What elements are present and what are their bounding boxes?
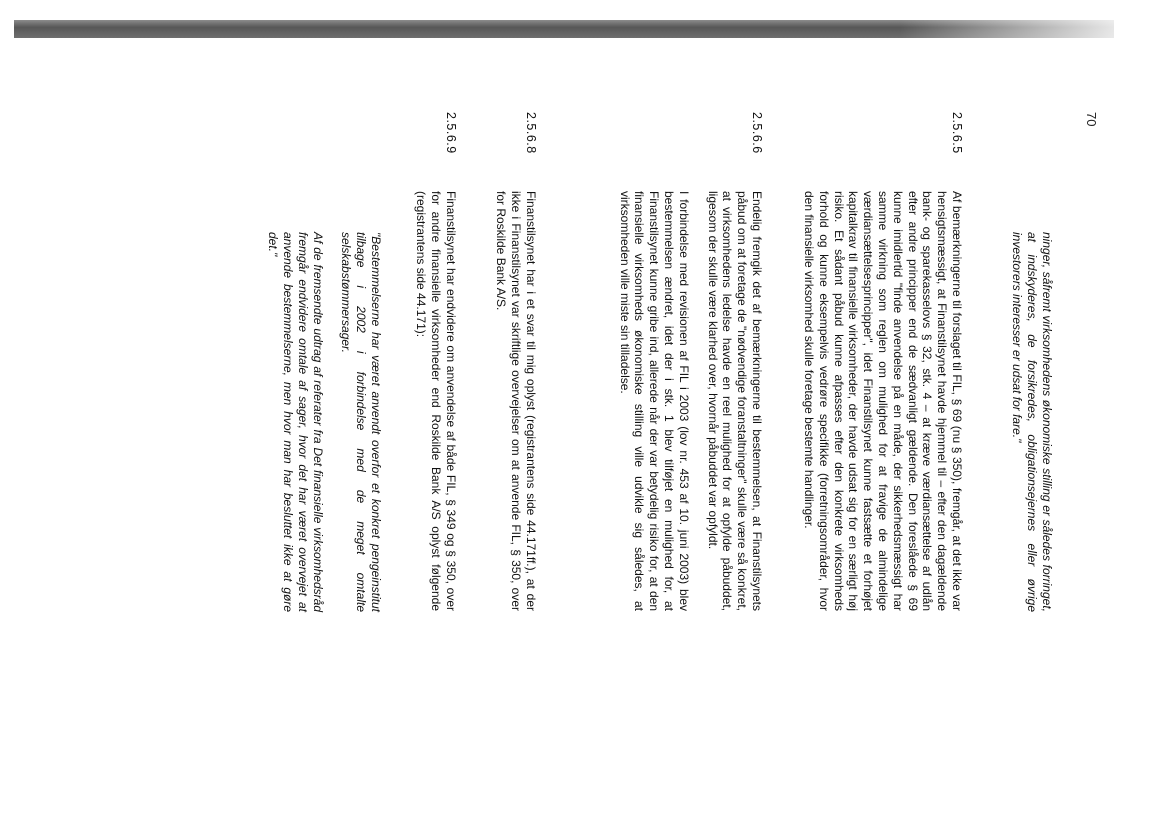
section-paragraph: Af bemærkningerne til forslaget til FIL, § 69 (nu § 350), fremgår, at det ikke var hensigtsmæssigt, at Finanstilsynet havde hjemmel til – efter den dagældende bank- og sparekasselovs § 32, stk. 4 – at kræve værdiansættelse af udlån efter andre principper end de sædvanligt gældende. Den foreslåede § 69 kunne imidlertid "finde anvendelse på en måde, der sikkerhedsmæssigt har samme virkning som reglen om mulighed for at fravige de almindelige værdiansættelsesprincipper", idet Finanstilsynet kunne fastsætte et forhøjet kapitalkrav til finansielle virksomheder, der havde udsat sig for en særligt høj risiko. Et sådant påbud kunne afpasses efter den konkrete virksomheds forhold og kunne eksempelvis vedrøre specifikke (forretningsområder, hvor den finansielle virksomhed skulle foretage bestemte handlinger. bbox=[802, 191, 964, 611]
intro-quote-text: ninger, såfremt virksomhedens økonomiske stilling er således forringet, at indskyderes, de forsikredes, obligationsejernes eller øvrige investorers interesser er udsat for fare." bbox=[1010, 232, 1054, 612]
quote-paragraph: Af de fremsendte udtrag af referater fra Det finansielle virksomhedsråd fremgår endvidere omtale af sager, hvor det har været overvejet at anvende bestemmelserne, men hvor man har besluttet ikke at gøre det." bbox=[266, 232, 325, 612]
section-paragraph: I forbindelse med revisionen af FIL i 2003 (lov nr. 453 af 10. juni 2003) blev bestemmelsen ændret, idet der i stk. 1 blev tilføjet en mulighed for, at Finanstilsynet kunne gribe ind, allerede når der var betydelig risiko for, at den finansielle virksomheds økonomiske stilling ville udvikle sig således, at virksomheden ville miste sin tilladelse. bbox=[617, 191, 691, 611]
section-paragraph: Endelig fremgik det af bemærkningerne til bestemmelsen, at Finanstilsynets påbud om at foretage de "nødvendige foranstaltninger" skulle være så konkret, at virksomhedens ledelse havde en reel mulighed for at opfylde påbuddet, ligesom der skulle være klarhed over, hvornår påbuddet var opfyldt. bbox=[705, 191, 764, 611]
intro-quote bbox=[996, 232, 1054, 612]
section-paragraph: Finanstilsynet har i et svar til mig oplyst (registrantens side 44.171ff.), at der ikke i Finanstilsynet var skriftlige overvejelser om at anvende FIL, § 350, over for Roskilde Bank A/S. bbox=[494, 191, 538, 611]
section-number: 2.5.6.6 bbox=[750, 112, 764, 154]
block-quote bbox=[251, 232, 383, 612]
section-body bbox=[400, 191, 458, 611]
page-number: 70 bbox=[1084, 112, 1099, 127]
section-number: 2.5.6.5 bbox=[950, 112, 964, 154]
quote-paragraph: "Bestemmelserne har været anvendt overfor et konkret pengeinstitut tilbage i 2002 i forbindelse med de meget omtalte selskabstømmersager. bbox=[339, 232, 383, 612]
section-body bbox=[787, 191, 964, 611]
section-body bbox=[480, 191, 538, 611]
section-paragraph: Finanstilsynet har endvidere om anvendelse af både FIL, § 349 og § 350, over for andre finansielle virksomheder end Roskilde Bank A/S oplyst følgende (registrantens side 44.171): bbox=[414, 191, 458, 611]
section-number: 2.5.6.9 bbox=[444, 112, 458, 154]
scan-edge-fade bbox=[900, 20, 1114, 38]
section-number: 2.5.6.8 bbox=[524, 112, 538, 154]
document-page bbox=[169, 46, 1169, 816]
section-body bbox=[603, 191, 764, 611]
